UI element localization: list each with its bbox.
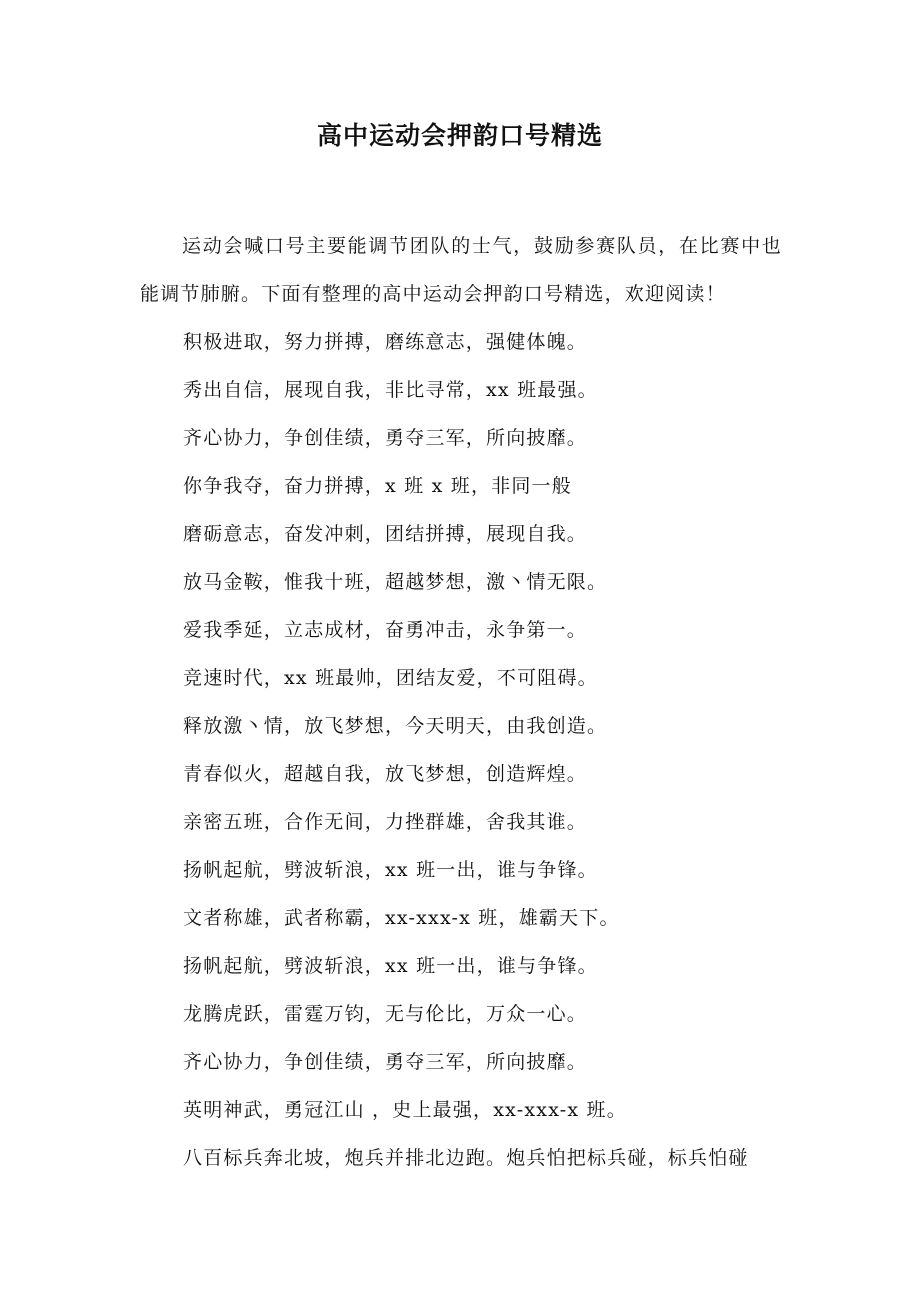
slogan-line: 放马金鞍，惟我十班，超越梦想，激丶情无限。	[183, 571, 608, 593]
slogan-line: 八百标兵奔北坡，炮兵并排北边跑。炮兵怕把标兵碰，标兵怕碰	[183, 1147, 749, 1169]
slogan-line: 爱我季延，立志成材，奋勇冲击，永争第一。	[183, 619, 588, 641]
slogan-line: 你争我夺，奋力拼搏，x 班 x 班，非同一般	[183, 475, 572, 497]
document-title: 高中运动会押韵口号精选	[316, 121, 603, 150]
slogan-line: 亲密五班，合作无间，力挫群雄，舍我其谁。	[183, 811, 588, 833]
slogan-line: 积极进取，努力拼搏，磨练意志，强健体魄。	[183, 331, 588, 353]
slogan-line: 齐心协力，争创佳绩，勇夺三军，所向披靡。	[183, 427, 588, 449]
slogan-line: 竞速时代，xx 班最帅，团结友爱，不可阻碍。	[183, 667, 598, 689]
slogan-line: 扬帆起航，劈波斩浪，xx 班一出，谁与争锋。	[183, 955, 598, 977]
slogan-line: 英明神武，勇冠江山 ，史上最强，xx-xxx-x 班。	[183, 1099, 627, 1121]
slogan-line: 青春似火，超越自我，放飞梦想，创造辉煌。	[183, 763, 588, 785]
slogan-line: 龙腾虎跃，雷霆万钧，无与伦比，万众一心。	[183, 1003, 588, 1025]
intro-paragraph: 运动会喊口号主要能调节团队的士气，鼓励参赛队员，在比赛中也能调节肺腑。下面有整理的高中运动会押韵口号精选，欢迎阅读！	[140, 235, 782, 305]
slogan-line: 磨砺意志，奋发冲刺，团结拼搏，展现自我。	[183, 523, 588, 545]
slogan-line: 释放激丶情，放飞梦想，今天明天，由我创造。	[183, 715, 608, 737]
slogan-line: 齐心协力，争创佳绩，勇夺三军，所向披靡。	[183, 1051, 588, 1073]
slogan-line: 文者称雄，武者称霸，xx-xxx-x 班，雄霸天下。	[183, 907, 620, 929]
slogan-list	[183, 318, 803, 1182]
slogan-line: 扬帆起航，劈波斩浪，xx 班一出，谁与争锋。	[183, 859, 598, 881]
slogan-line: 秀出自信，展现自我，非比寻常，xx 班最强。	[183, 379, 598, 401]
